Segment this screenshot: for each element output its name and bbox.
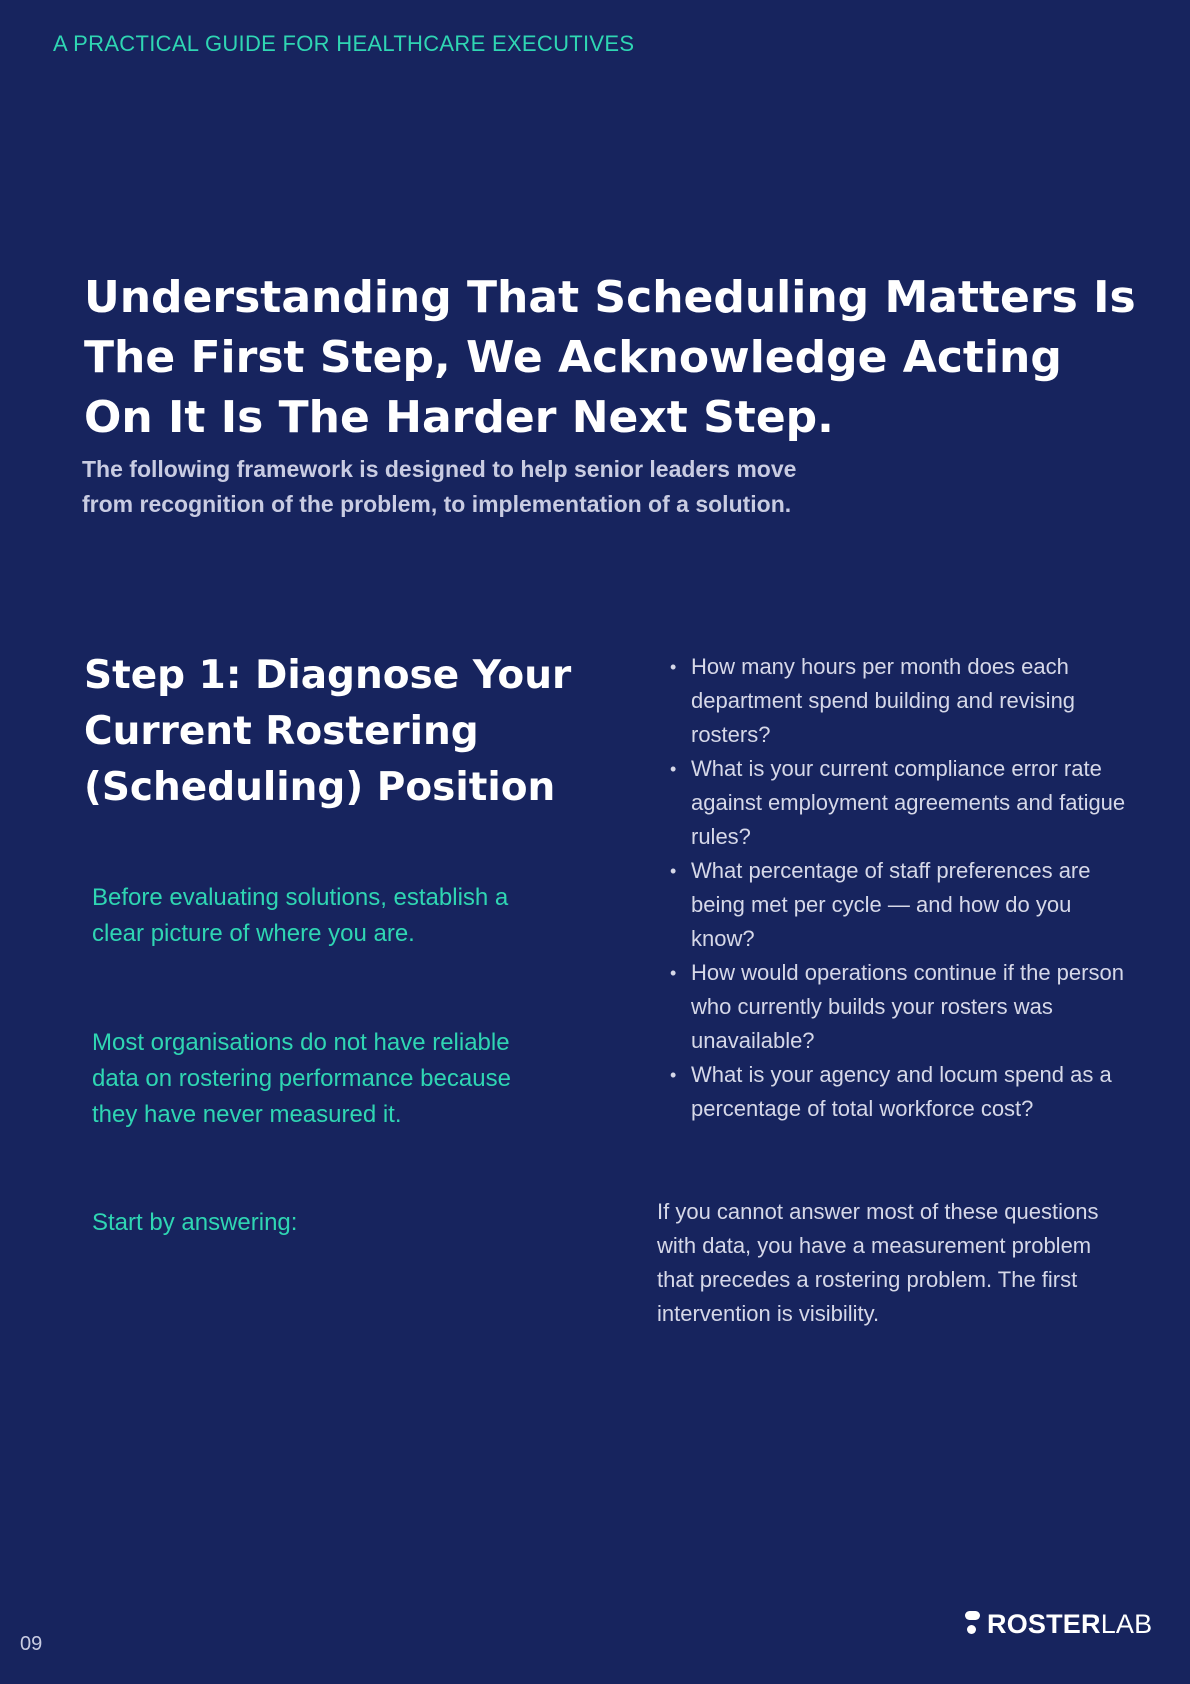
step-title: Step 1: Diagnose Your Current Rostering (Scheduling) Position [84, 653, 572, 810]
logo-wordmark [987, 1609, 1152, 1640]
list-item [668, 650, 1128, 752]
logo-wordmark-light: LAB [1100, 1608, 1153, 1639]
question-text: What is your agency and locum spend as a percentage of total workforce cost? [691, 1062, 1112, 1121]
step-paragraph-1: Before evaluating solutions, establish a clear picture of where you are. [92, 884, 509, 947]
list-item [668, 752, 1128, 854]
step-paragraph-2: Most organisations do not have reliable data on rostering performance because they have never measured it. [92, 1029, 511, 1128]
bullet-icon: • [670, 861, 677, 881]
guide-eyebrow: A PRACTICAL GUIDE FOR HEALTHCARE EXECUTIVES [53, 31, 635, 56]
question-list [668, 650, 1128, 1126]
intro-text [82, 452, 902, 522]
list-item [668, 854, 1128, 956]
question-text: How many hours per month does each department spend building and revising rosters? [691, 654, 1076, 747]
bullet-icon: • [670, 1065, 677, 1085]
rosterlab-logo [965, 1604, 1152, 1644]
intro-line-2: from recognition of the problem, to implementation of a solution. [82, 491, 792, 517]
question-text: How would operations continue if the person who currently builds your rosters was unavailable? [691, 960, 1124, 1053]
bullet-icon: • [670, 963, 677, 983]
intro-line-1: The following framework is designed to help senior leaders move [82, 456, 797, 482]
closing-paragraph: If you cannot answer most of these questions with data, you have a measurement problem that precedes a rostering problem. The first intervention is visibility. [657, 1199, 1099, 1326]
question-text: What is your current compliance error rate against employment agreements and fatigue rules? [691, 756, 1126, 849]
question-text: What percentage of staff preferences are being met per cycle — and how do you know? [691, 858, 1091, 951]
page-headline: Understanding That Scheduling Matters Is The First Step, We Acknowledge Acting On It Is The Harder Next Step. [84, 272, 1136, 443]
page-number: 09 [20, 1633, 43, 1655]
list-item [668, 1058, 1128, 1126]
bullet-icon: • [670, 657, 677, 677]
list-item [668, 956, 1128, 1058]
bullet-icon: • [670, 759, 677, 779]
logo-wordmark-bold: ROSTER [987, 1608, 1101, 1639]
step-paragraph-3: Start by answering: [92, 1209, 298, 1236]
logo-mark-icon [965, 1607, 981, 1641]
